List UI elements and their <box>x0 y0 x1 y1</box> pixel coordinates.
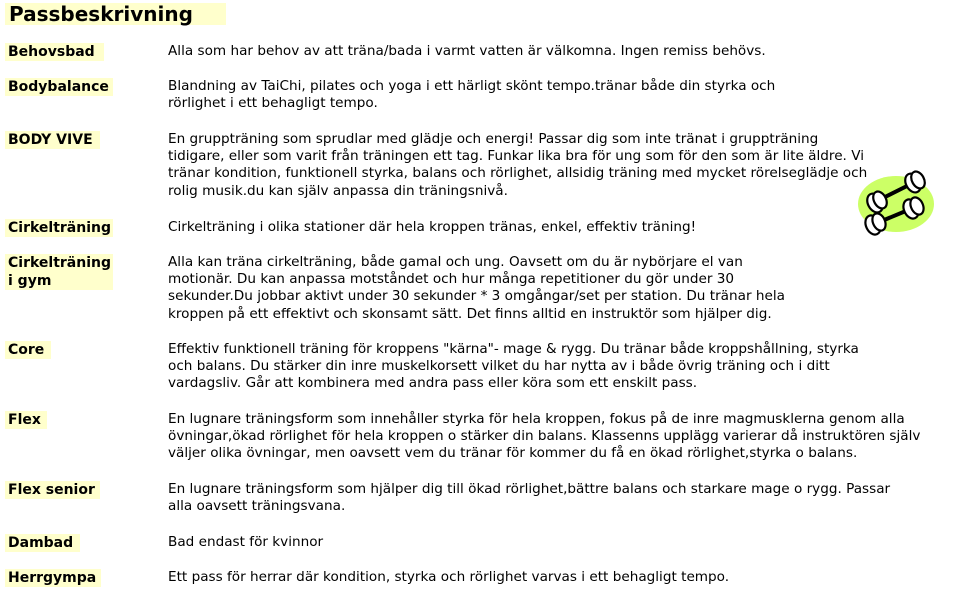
class-label-behovsbad: Behovsbad <box>5 43 104 61</box>
class-description-core: Effektiv funktionell träning för kroppens "kärna"- mage & rygg. Du tränar både kroppshållning, styrka och balans. Du stärker din inre muskelkorsett vilket du har nytta av i både övrig träning och i ditt vardagsliv. Går att kombinera med andra pass eller köra som ett enskilt pass. <box>168 341 859 392</box>
class-label-flex-senior: Flex senior <box>5 481 100 499</box>
class-description-body-vive: En gruppträning som sprudlar med glädje och energi! Passar dig som inte tränat i gruppträning tidigare, eller som varit från träningen ett tag. Funkar lika bra för ung som för den som är lite äldre. Vi tränar kondition, funktionell styrka, balans och rörlighet, allsidig träning med mycket rörelseglädje och rolig musik.du kan själv anpassa din träningsnivå. <box>168 131 868 199</box>
class-description-bodybalance: Blandning av TaiChi, pilates och yoga i ett härligt skönt tempo.tränar både din styrka och rörlighet i ett behagligt tempo. <box>168 78 776 112</box>
class-description-behovsbad: Alla som har behov av att träna/bada i varmt vatten är välkomna. Ingen remiss behövs. <box>168 43 766 59</box>
class-label-flex: Flex <box>5 411 47 429</box>
class-label-body-vive: BODY VIVE <box>5 131 100 149</box>
class-label-bodybalance: Bodybalance <box>5 78 113 96</box>
class-label-dambad: Dambad <box>5 534 80 552</box>
class-description-cirkeltraning: Cirkelträning i olika stationer där hela kroppen tränas, enkel, effektiv träning! <box>168 219 697 235</box>
class-label-cirkeltraning: Cirkelträning <box>5 219 113 237</box>
class-label-cirkeltraning-i-gym: Cirkelträning i gym <box>5 254 113 290</box>
class-description-herrgympa: Ett pass för herrar där kondition, styrka och rörlighet varvas i ett behagligt tempo. <box>168 569 730 585</box>
dumbbells-icon <box>853 170 939 238</box>
class-description-dambad: Bad endast för kvinnor <box>168 534 324 550</box>
class-label-herrgympa: Herrgympa <box>5 569 101 587</box>
page-title: Passbeskrivning <box>5 3 226 25</box>
class-description-cirkeltraning-i-gym: Alla kan träna cirkelträning, både gamal och ung. Oavsett om du är nybörjare el van motionär. Du kan anpassa motståndet och hur många repetitioner du gör under 30 sekunder.Du jobbar aktivt under 30 sekunder * 3 omgångar/set per station. Du tränar hela kroppen på ett effektivt och skonsamt sätt. Det finns alltid en instruktör som hjälper dig. <box>168 254 785 322</box>
class-label-core: Core <box>5 341 51 359</box>
class-description-flex-senior: En lugnare träningsform som hjälper dig till ökad rörlighet,bättre balans och starkare mage o rygg. Passar alla oavsett träningsvana. <box>168 481 891 515</box>
class-description-flex: En lugnare träningsform som innehåller styrka för hela kroppen, fokus på de inre magmusklerna genom alla övningar,ökad rörlighet för hela kroppen o stärker din balans. Klassenns upplägg varierar då instruktören själv väljer olika övningar, men oavsett vem du tränar för kommer du få en ökad rörlighet,styrka o balans. <box>168 411 921 462</box>
